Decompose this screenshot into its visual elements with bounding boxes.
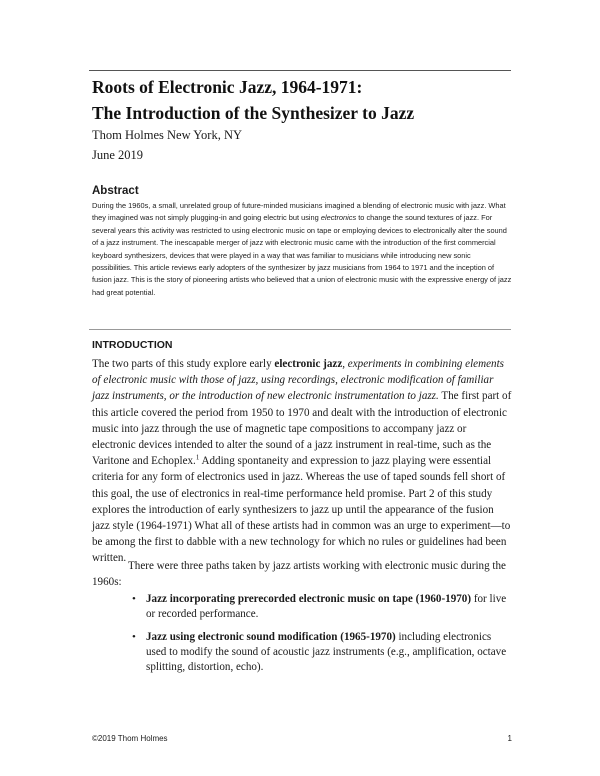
abstract-italic: electronics xyxy=(320,213,357,223)
title-line-2: The Introduction of the Synthesizer to Jazz xyxy=(92,103,415,123)
paper-title xyxy=(92,74,522,126)
list-item-bold: Jazz incorporating prerecorded electronic music on tape (1960-1970) xyxy=(146,593,472,605)
abstract-part-1: During the 1960s, a small, unrelated group of future-minded musicians imagined a blending of electronic music with jazz. What they imagined was not simply plugging-in and going electric but using xyxy=(92,201,506,223)
title-line-1: Roots of Electronic Jazz, 1964-1971: xyxy=(92,77,363,97)
intro-paragraph-1 xyxy=(92,356,512,567)
intro-divider xyxy=(89,329,511,330)
list-item-text: including electronics used to modify the sound of acoustic jazz instruments (e.g., amplification, octave splitting, distortion, echo). xyxy=(146,631,507,673)
p1-start: The two parts of this study explore early xyxy=(92,358,275,370)
p1-end: Adding spontaneity and expression to jazz playing were essential criteria for any form of electronics used in jazz. Whereas the use of taped sounds fell short of this goal, the use of electronics in real-time performance held promise. Part 2 of this study explores the introduction of early synthesizers to jazz up until the appearance of the fusion jazz style (1964-1971) What all of these artists had in common was an urge to experiment—to be among the first to dabble with a new technology for which no rules or guidelines had been written. xyxy=(92,455,511,565)
list-item xyxy=(92,630,512,675)
p1-middle: The first part of this article covered the period from 1950 to 1970 and dealt with the introduction of electronic music into jazz through the use of magnetic tape compositions to accompany jazz or electronic devices intended to alter the sound of a jazz instrument in real-time, such as the Varitone and Echoplex. xyxy=(92,390,512,468)
top-divider xyxy=(89,70,511,71)
abstract-part-2: to change the sound textures of jazz. For several years this activity was restricted to using electronic music on tape or employing devices to electronically alter the sound of a jazz instrument. The inescapable merger of jazz with electronic music came with the introduction of the first commercial keyboard synthesizers, devices that were played in a way that was familiar to musicians while introducing new sonic possibilities. This article reviews early adopters of the synthesizer by jazz musicians from 1964 to 1971 and the inception of fusion jazz. This is the story of pioneering artists who believed that a union of electronic music with the expressive energy of jazz had great potential. xyxy=(92,213,512,297)
p1-bold-term: electronic jazz xyxy=(274,358,343,370)
bullet-icon: • xyxy=(132,593,136,605)
abstract-heading: Abstract xyxy=(92,185,139,197)
p1-italic-definition: , experiments in combining elements of electronic music with those of jazz, using recordings, electronic modification of familiar jazz instruments, or the introduction of new electronic instrumentation to jazz. xyxy=(92,358,504,403)
footer-page-number: 1 xyxy=(507,734,512,743)
abstract-text xyxy=(92,200,512,299)
bullet-icon: • xyxy=(132,631,136,643)
introduction-heading: INTRODUCTION xyxy=(92,339,173,351)
list-item-bold: Jazz using electronic sound modification (1965-1970) xyxy=(146,631,396,643)
author-byline: Thom Holmes New York, NY xyxy=(92,128,242,142)
paths-list xyxy=(92,592,512,683)
intro-paragraph-2: There were three paths taken by jazz artists working with electronic music during the 1960s: xyxy=(92,560,506,589)
list-item xyxy=(92,592,512,622)
footnote-marker[interactable]: 1 xyxy=(195,453,200,462)
list-item-text: for live or recorded performance. xyxy=(146,593,507,620)
footer-copyright: ©2019 Thom Holmes xyxy=(92,734,168,743)
publication-date: June 2019 xyxy=(92,148,144,162)
